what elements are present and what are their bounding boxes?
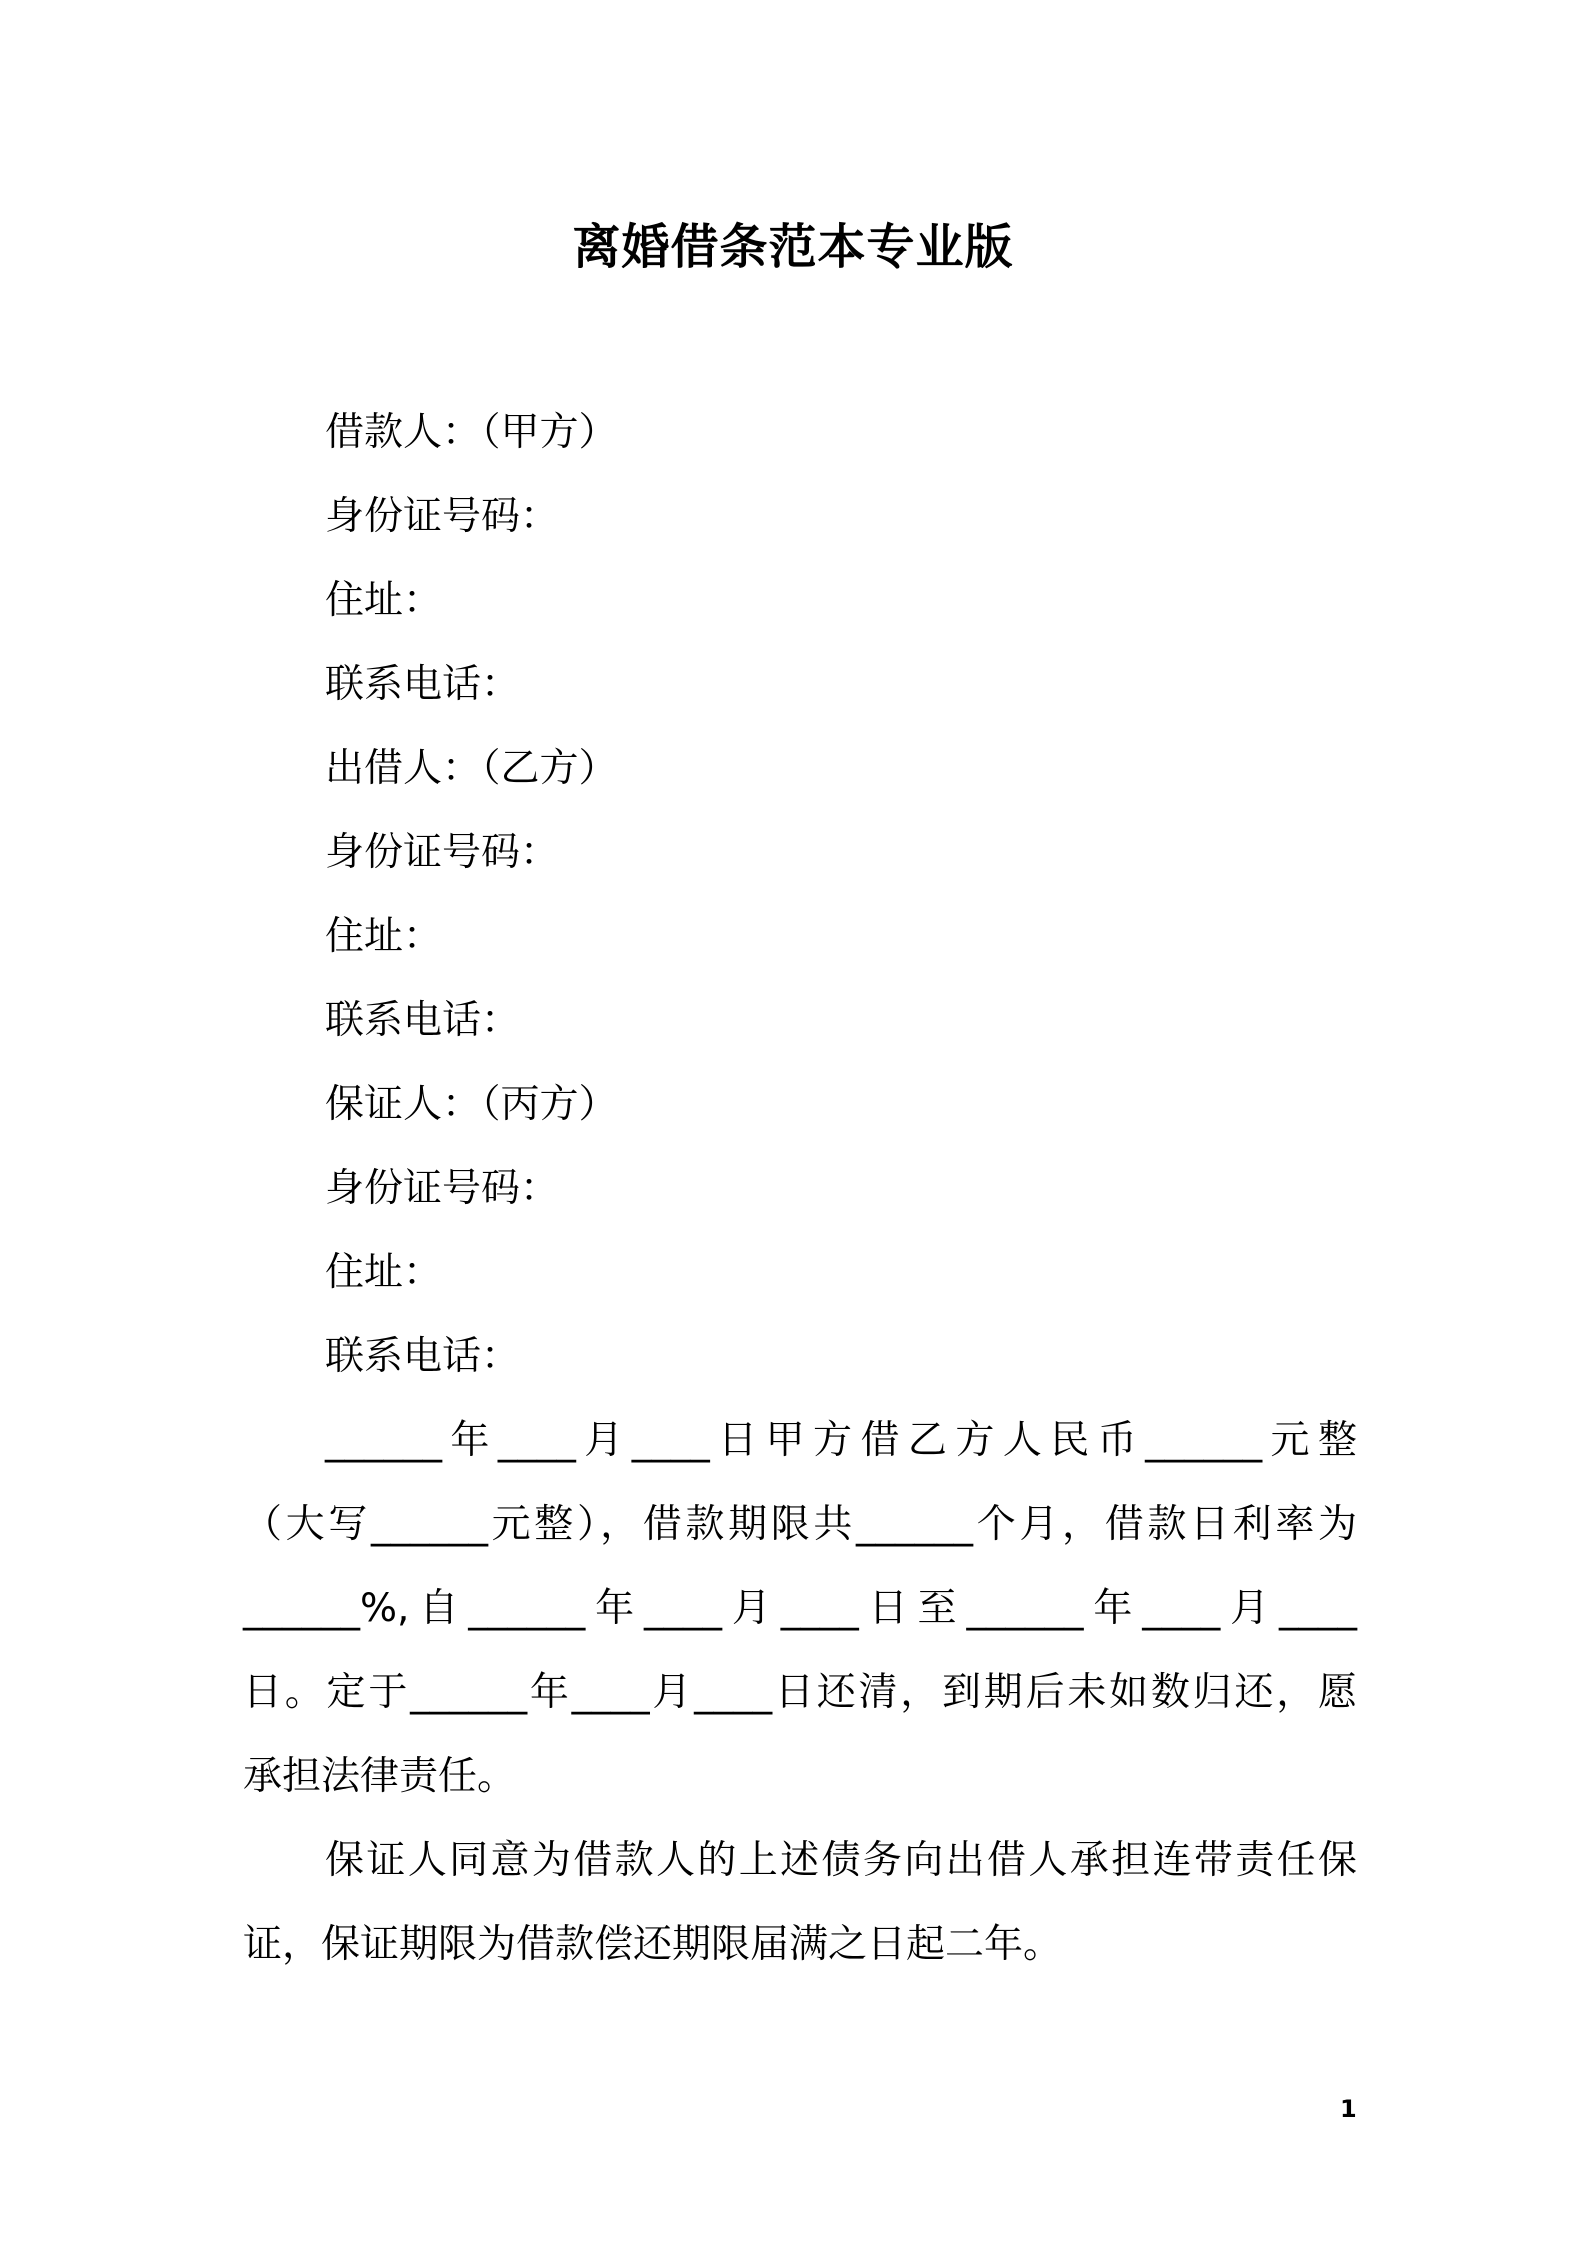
borrower-phone-label: 联系电话： — [325, 662, 521, 707]
loan-terms-line: 日。定于______年____月____日还清，到期后未如数归还，愿 — [243, 1670, 1357, 1715]
guarantor-id-label: 身份证号码： — [325, 1166, 560, 1211]
loan-terms-line: ______%,自______年____月____日至______年____月____ — [243, 1586, 1357, 1631]
lender-id-label: 身份证号码： — [325, 830, 560, 875]
lender-phone-label: 联系电话： — [325, 998, 521, 1043]
document-title: 离婚借条范本专业版 — [572, 219, 1014, 275]
loan-terms-line: 承担法律责任。 — [243, 1754, 517, 1799]
guarantor-phone-label: 联系电话： — [325, 1334, 521, 1379]
guarantor-label: 保证人：（丙方） — [325, 1082, 618, 1127]
page-number: 1 — [1340, 2095, 1357, 2123]
lender-label: 出借人：（乙方） — [325, 746, 618, 791]
borrower-label: 借款人：（甲方） — [325, 410, 618, 455]
guarantor-address-label: 住址： — [325, 1250, 443, 1295]
guarantee-clause-line: 证，保证期限为借款偿还期限届满之日起二年。 — [243, 1922, 1063, 1967]
borrower-address-label: 住址： — [325, 578, 443, 623]
lender-address-label: 住址： — [325, 914, 443, 959]
loan-terms-line: ______年____月____日甲方借乙方人民币______元整 — [325, 1418, 1357, 1463]
borrower-id-label: 身份证号码： — [325, 494, 560, 539]
guarantee-clause-line: 保证人同意为借款人的上述债务向出借人承担连带责任保 — [325, 1838, 1357, 1883]
loan-terms-line: （大写______元整），借款期限共______个月，借款日利率为 — [243, 1502, 1357, 1547]
